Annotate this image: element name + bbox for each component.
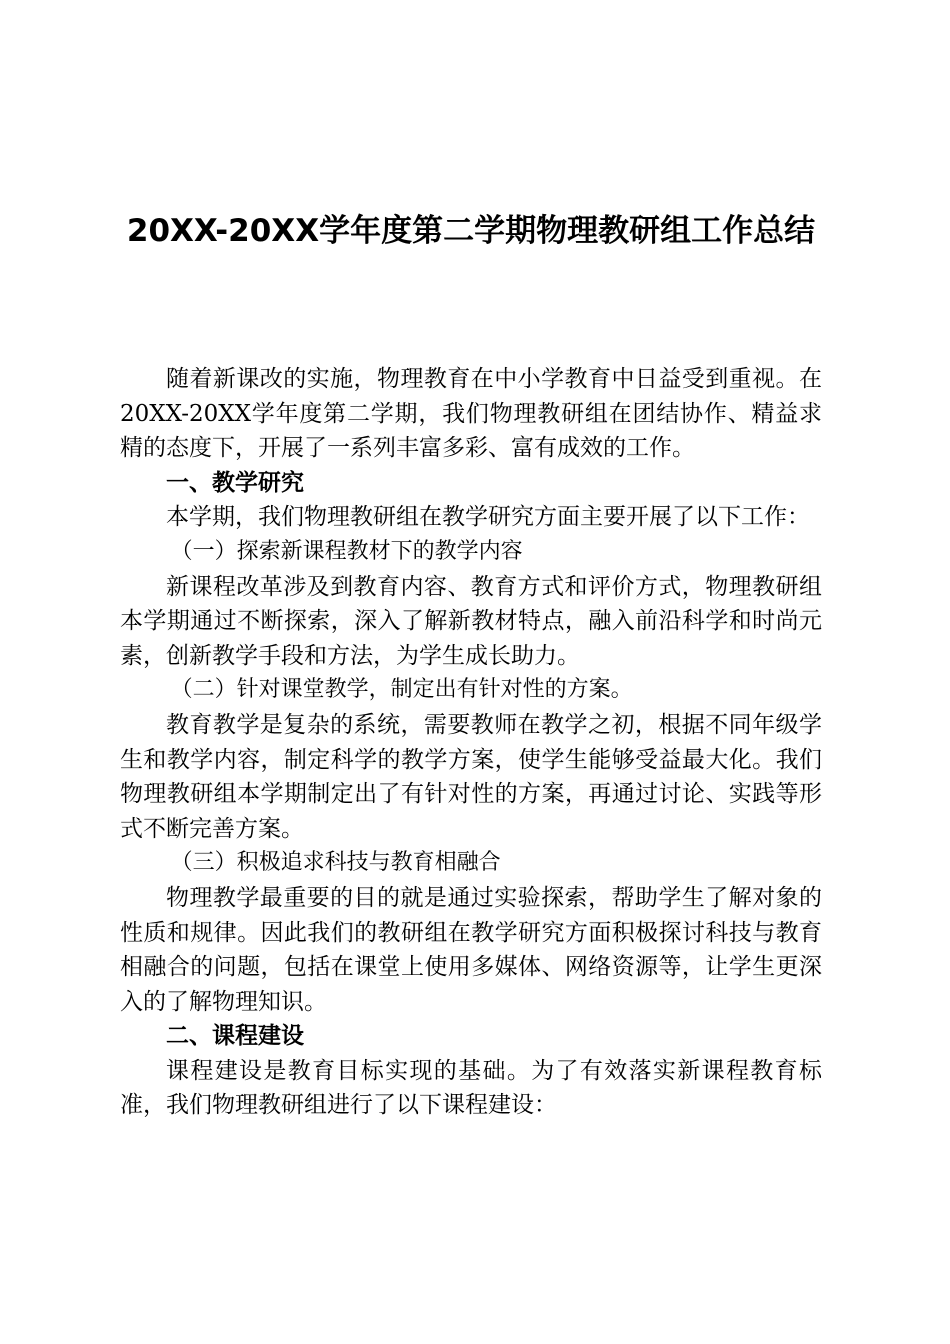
document-body xyxy=(120,362,822,1123)
paragraph: 新课程改革涉及到教育内容、教育方式和评价方式，物理教研组本学期通过不断探索，深入了解新教材特点，融入前沿科学和时尚元素，创新教学手段和方法，为学生成长助力。 xyxy=(120,573,822,669)
paragraph: 本学期，我们物理教研组在教学研究方面主要开展了以下工作： xyxy=(166,504,810,531)
paragraph: 物理教学最重要的目的就是通过实验探索，帮助学生了解对象的性质和规律。因此我们的教研组在教学研究方面积极探讨科技与教育相融合的问题，包括在课堂上使用多媒体、网络资源等，让学生更深入的了解物理知识。 xyxy=(120,884,822,1015)
section-heading-course-building: 二、课程建设 xyxy=(166,1023,304,1050)
paragraph: 教育教学是复杂的系统，需要教师在教学之初，根据不同年级学生和教学内容，制定科学的教学方案，使学生能够受益最大化。我们物理教研组本学期制定出了有针对性的方案，再通过讨论、实践等形式不断完善方案。 xyxy=(120,711,822,842)
subsection-heading: （二）针对课堂教学，制定出有针对性的方案。 xyxy=(170,677,633,703)
section-heading-teaching-research: 一、教学研究 xyxy=(166,469,304,496)
document-title: 20XX-20XX学年度第二学期物理教研组工作总结 xyxy=(126,213,816,249)
paragraph: 课程建设是教育目标实现的基础。为了有效落实新课程教育标准，我们物理教研组进行了以下课程建设： xyxy=(120,1057,822,1119)
intro-paragraph: 随着新课改的实施，物理教育在中小学教育中日益受到重视。在20XX-20XX学年度第二学期，我们物理教研组在团结协作、精益求精的态度下，开展了一系列丰富多彩、富有成效的工作。 xyxy=(120,366,822,462)
subsection-heading: （一）探索新课程教材下的教学内容 xyxy=(170,538,523,564)
subsection-heading: （三）积极追求科技与教育相融合 xyxy=(170,850,501,876)
